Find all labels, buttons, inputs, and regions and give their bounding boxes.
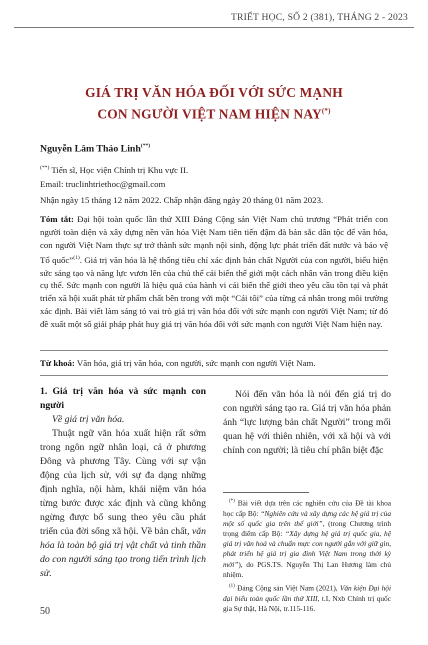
body-paragraph [40, 427, 206, 581]
abstract-footnote-mark: (1) [73, 254, 80, 261]
abstract-label: Tóm tắt: [40, 214, 74, 224]
footnote-1-mark: (*) [229, 499, 235, 504]
footnote-1 [223, 497, 391, 580]
keywords-rule-top [40, 350, 388, 351]
keywords [40, 357, 388, 370]
abstract [40, 213, 388, 331]
author-footnote-mark: (**) [140, 143, 151, 149]
title-line-1: GIÁ TRỊ VĂN HÓA ĐỐI VỚI SỨC MẠNH [85, 85, 343, 100]
subsection-heading: Về giá trị văn hóa. [52, 414, 125, 425]
body-paragraph-end: . [49, 568, 52, 579]
body-paragraph-text: Thuật ngữ văn hóa xuất hiện rất sớm trong ngôn ngữ nhân loại, cả ở phương Đông và phương Tây. Cùng với sự vận động của lịch sử, với sự đa dạng những định nghĩa, nội hàm, khái niệm văn hóa từng bước được xác định và cũng không ngừng được bổ sung theo yêu cầu phát triển của đời sống xã hội. Về bản chất, [40, 428, 206, 537]
footnotes [223, 497, 391, 614]
footnote-1-text-c: ), do PGS.TS. Nguyễn Thị Lan Hương làm chủ nhiệm. [223, 559, 391, 579]
footnote-rule [223, 492, 309, 493]
footnote-2-mark: (1) [229, 584, 235, 590]
body-paragraph-right: Nói đến văn hóa là nói đến giá trị do con người sáng tạo ra. Giá trị văn hóa phản ánh “lực lượng bản chất Người” trong mối quan hệ với thiên nhiên, với xã hội và với chính con người; là tiêu chí phân biệt đặc [223, 389, 391, 456]
page-number: 50 [40, 606, 50, 617]
body-column-left [40, 385, 206, 581]
footnote-2 [223, 582, 391, 614]
footnote-2-text-a: Đảng Cộng sản Việt Nam (2021), [234, 583, 340, 593]
running-header: TRIẾT HỌC, SỐ 2 (381), THÁNG 2 - 2023 [230, 12, 408, 23]
body-column-right [223, 388, 391, 458]
affiliation-line [40, 161, 188, 177]
keywords-rule-bottom [40, 375, 388, 376]
title-line-2 [30, 102, 398, 123]
section-heading: 1. Giá trị văn hóa và sức mạnh con người [40, 386, 206, 411]
affiliation-text: Tiến sĩ, Học viện Chính trị Khu vực II. [49, 164, 189, 175]
footnote-1-italic-1: “Nghiên cứu và xây dựng các hệ giá trị của một số quốc gia trên thế giới” [223, 508, 391, 528]
author-email: Email: truclinhtriethoc@gmail.com [40, 178, 166, 189]
abstract-text: Đại hội toàn quốc lần thứ XIII Đảng Cộng sản Việt Nam chủ trương “Phát triển con người toàn diện và xây dựng nền văn hóa Việt Nam tiên tiến đậm đà bản sắc dân tộc để văn hóa, con người Việt Nam thực sự trở thành sức mạnh nội sinh, động lực phát triển đất nước và bảo vệ Tổ quốc” [40, 214, 388, 265]
keywords-text: Văn hóa, giá trị văn hóa, con người, sức mạnh con người Việt Nam. [74, 358, 316, 368]
submission-dates: Nhận ngày 15 tháng 12 năm 2022. Chấp nhận đăng ngày 20 tháng 01 năm 2023. [40, 195, 324, 205]
footnote-1-text-b: , (trong Chương trình trọng điểm cấp Bộ: [223, 518, 391, 539]
footnote-1-text-a: Bài viết dựa trên các nghiên cứu của Đề tài khoa học cấp Bộ: [223, 498, 391, 518]
article-title [30, 83, 398, 123]
footnote-1-italic-2: “Xây dựng hệ giá trị quốc gia, hệ giá trị văn hoá và chuẩn mực con người gắn với giữ gìn, phát triển hệ giá trị gia đình Việt Nam trong thời kỳ mới” [223, 529, 391, 569]
author-name-text: Nguyễn Lâm Thảo Linh [40, 143, 141, 155]
footnote-2-italic: Văn kiện Đại hội đại biểu toàn quốc lần thứ XIII [223, 583, 391, 603]
header-rule [14, 27, 414, 28]
body-paragraph-italic: văn hóa là toàn bộ giá trị vật chất và tinh thần do con người sáng tạo trong tiến trình lịch sử [40, 526, 206, 579]
author-name [40, 143, 150, 154]
author-affiliation [40, 161, 188, 191]
keywords-label: Từ khoá: [40, 358, 75, 368]
title-footnote-mark: (*) [321, 107, 331, 115]
affiliation-mark: (**) [40, 165, 50, 171]
title-line-2-text: CON NGƯỜI VIỆT NAM HIỆN NAY [97, 106, 322, 122]
abstract-text-continued: . Giá trị văn hóa là hệ thống tiêu chí xác định bản chất Người của con người, biểu hiện sức sáng tạo và năng lực vươn lên của chủ thể cải biến thế giới một cách nhân văn trong điều kiện cụ thể. Sức mạnh con người là hiệu quả của hành vi cải biến thế giới theo yêu cầu tồn tại và phát triển xã hội xuất phát từ phẩm chất bên trong với một “Cái tôi” của từng cá nhân trong môi trường xác định. Bài viết làm sáng tỏ vai trò giá trị văn hóa đối với sức mạnh con người Việt Nam; từ đó đề xuất một số giải pháp phát huy giá trị văn hóa đối với sức mạnh con người Việt Nam hiện nay. [40, 254, 388, 330]
footnote-2-text-b: , t.I, Nxb Chính trị quốc gia Sự thật, Hà Nội, tr.115-116. [223, 593, 391, 613]
